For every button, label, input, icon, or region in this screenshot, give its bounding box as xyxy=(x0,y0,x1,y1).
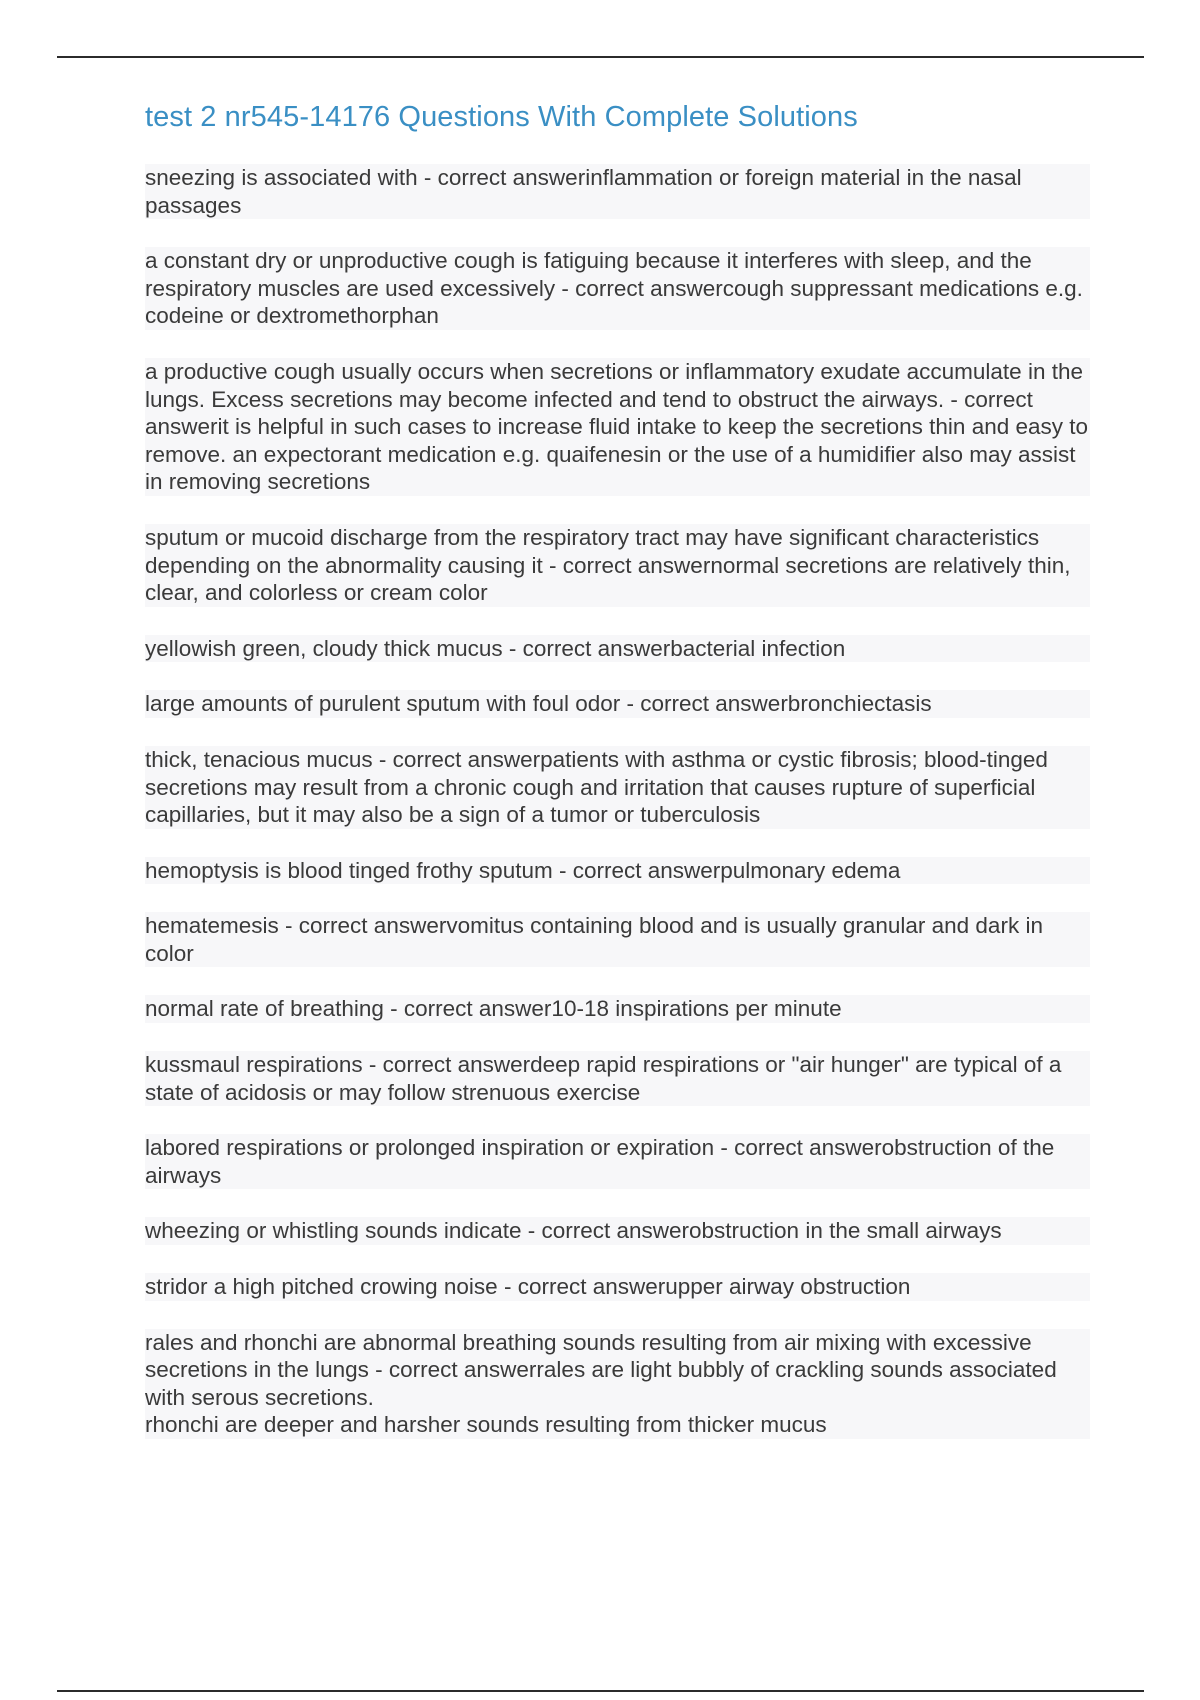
qa-item: yellowish green, cloudy thick mucus - correct answerbacterial infection xyxy=(145,635,1090,663)
qa-item: hemoptysis is blood tinged frothy sputum - correct answerpulmonary edema xyxy=(145,857,1090,885)
qa-list xyxy=(145,164,1090,1439)
qa-item: sputum or mucoid discharge from the respiratory tract may have significant characteristics depending on the abnormality causing it - correct answernormal secretions are relatively thin, clear, and colorless or cream color xyxy=(145,524,1090,607)
qa-item: rales and rhonchi are abnormal breathing sounds resulting from air mixing with excessive secretions in the lungs - correct answerrales are light bubbly of crackling sounds associated with serous secretions. rhonchi are deeper and harsher sounds resulting from thicker mucus xyxy=(145,1329,1090,1439)
qa-item: wheezing or whistling sounds indicate - correct answerobstruction in the small airways xyxy=(145,1217,1090,1245)
qa-item: kussmaul respirations - correct answerdeep rapid respirations or "air hunger" are typical of a state of acidosis or may follow strenuous exercise xyxy=(145,1051,1090,1106)
qa-item: hematemesis - correct answervomitus containing blood and is usually granular and dark in color xyxy=(145,912,1090,967)
qa-item: a productive cough usually occurs when secretions or inflammatory exudate accumulate in the lungs. Excess secretions may become infected and tend to obstruct the airways. - correct answerit is helpful in such cases to increase fluid intake to keep the secretions thin and easy to remove. an expectorant medication e.g. quaifenesin or the use of a humidifier also may assist in removing secretions xyxy=(145,358,1089,495)
qa-item: stridor a high pitched crowing noise - correct answerupper airway obstruction xyxy=(145,1273,1090,1301)
qa-item: sneezing is associated with - correct answerinflammation or foreign material in the nasal passages xyxy=(145,164,1090,219)
qa-item: thick, tenacious mucus - correct answerpatients with asthma or cystic fibrosis; blood-tinged secretions may result from a chronic cough and irritation that causes rupture of superficial capillaries, but it may also be a sign of a tumor or tuberculosis xyxy=(145,746,1090,829)
qa-item: normal rate of breathing - correct answer10-18 inspirations per minute xyxy=(145,995,1090,1023)
qa-item: a constant dry or unproductive cough is fatiguing because it interferes with sleep, and the respiratory muscles are used excessively - correct answercough suppressant medications e.g. codeine or dextromethorphan xyxy=(145,247,1090,330)
document-title: test 2 nr545-14176 Questions With Complete Solutions xyxy=(145,101,858,133)
document-body xyxy=(145,96,1090,1467)
qa-item: labored respirations or prolonged inspiration or expiration - correct answerobstruction of the airways xyxy=(145,1134,1090,1189)
header-rule xyxy=(57,56,1144,58)
qa-item: large amounts of purulent sputum with foul odor - correct answerbronchiectasis xyxy=(145,690,1090,718)
footer-rule xyxy=(57,1690,1144,1692)
